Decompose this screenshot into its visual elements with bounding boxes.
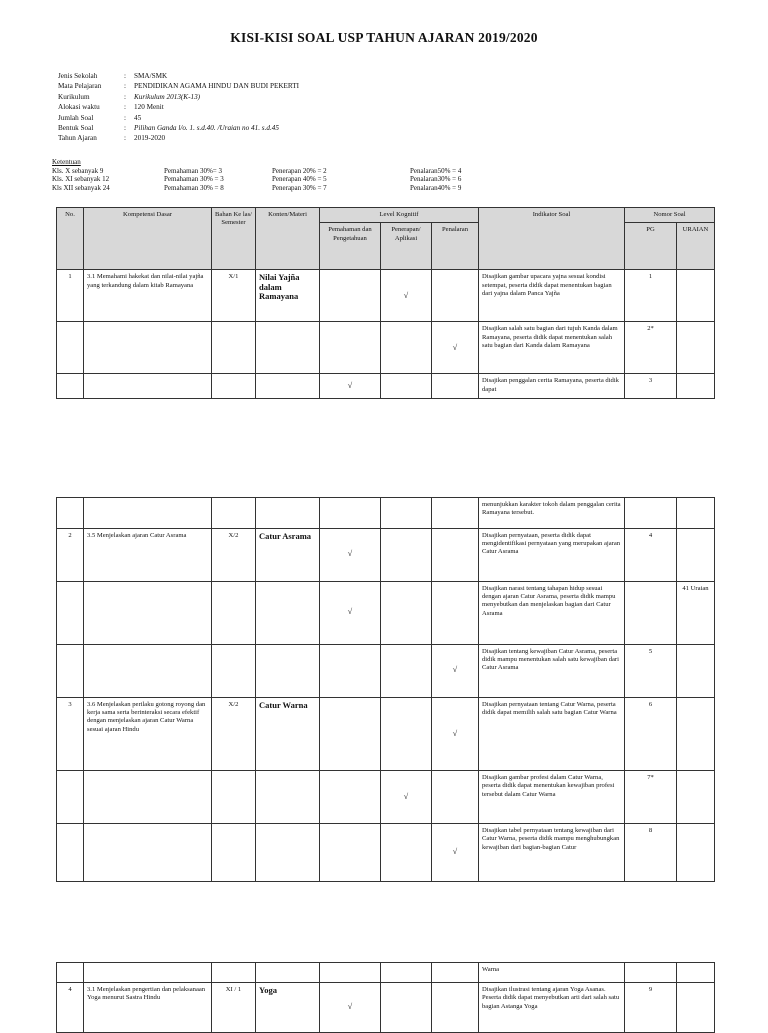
cell-level-3 (432, 498, 479, 529)
cell-nomor-pg (625, 498, 677, 529)
ketentuan-cell: Pemahaman 30% = 8 (164, 183, 224, 192)
cell-level-2 (381, 644, 432, 697)
cell-level-1 (320, 770, 381, 823)
cell-no (57, 963, 84, 983)
ketentuan-cell: Penalaran40% = 9 (410, 183, 462, 192)
table-row (57, 374, 715, 399)
cell-bahan-kelas: X/1 (212, 270, 256, 322)
header-nomor-soal: Nomor Soal (625, 208, 715, 223)
cell-kompetensi-dasar (84, 581, 212, 644)
cell-level-3 (432, 581, 479, 644)
ketentuan-cell: Penerapan 20% = 2 (272, 166, 327, 175)
header-indikator-soal: Indikator Soal (479, 208, 625, 270)
cell-bahan-kelas: X/2 (212, 528, 256, 581)
info-key: Mata Pelajaran (58, 82, 102, 91)
info-key: Jenis Sekolah (58, 72, 98, 80)
cell-bahan-kelas (212, 581, 256, 644)
cell-nomor-pg (625, 963, 677, 983)
cell-level-2 (381, 374, 432, 399)
cell-kompetensi-dasar (84, 644, 212, 697)
ketentuan-cell: Penalaran50% = 4 (410, 166, 462, 175)
table-row (57, 697, 715, 770)
cell-level-3 (432, 823, 479, 881)
cell-nomor-uraian: 41 Uraian (677, 581, 715, 644)
info-colon: : (124, 124, 126, 133)
header-penalaran: Penalaran (432, 223, 479, 270)
info-colon: : (124, 134, 126, 143)
cell-level-1 (320, 823, 381, 881)
cell-indikator-soal: Disajikan gambar upacara yajna sesuai kondisi setempat, peserta didik dapat menentukan bagian dari yajna dalam Panca Yajña (479, 270, 625, 322)
cell-nomor-pg: 3 (625, 374, 677, 399)
ketentuan-cell: Penerapan 40% = 5 (272, 175, 327, 184)
cell-no (57, 374, 84, 399)
cell-konten-materi: Nilai Yajña dalam Ramayana (256, 270, 320, 322)
table-row (57, 963, 715, 983)
info-value: PENDIDIKAN AGAMA HINDU DAN BUDI PEKERTI (134, 82, 300, 91)
cell-bahan-kelas (212, 963, 256, 983)
check-mark-icon: √ (347, 1002, 353, 1012)
header-bahan-kelas: Bahan Ke las/ Semester (212, 208, 256, 270)
kisi-table-page-2 (56, 497, 715, 882)
info-colon: : (124, 113, 126, 122)
cell-bahan-kelas (212, 322, 256, 374)
cell-kompetensi-dasar: 3.5 Menjelaskan ajaran Catur Asrama (84, 528, 212, 581)
cell-level-3 (432, 270, 479, 322)
info-value: 120 Menit (134, 103, 164, 112)
info-value: 45 (134, 113, 142, 122)
cell-level-2 (381, 581, 432, 644)
check-mark-icon: √ (452, 728, 458, 738)
ketentuan-cell: Kls XII sebanyak 24 (52, 183, 110, 192)
cell-no (57, 322, 84, 374)
cell-indikator-soal: menunjukkan karakter tokoh dalam penggalan cerita Ramayana tersebut. (479, 498, 625, 529)
cell-level-1 (320, 581, 381, 644)
cell-level-3 (432, 697, 479, 770)
cell-kompetensi-dasar: 3.6 Menjelaskan perilaku gotong royong dan kerja sama serta berinteraksi secara efektif dengan menjelaskan ajaran Catur Warna sesuai ajaran Hindu (84, 697, 212, 770)
check-mark-icon: √ (452, 342, 458, 352)
check-mark-icon: √ (347, 381, 353, 391)
table-row (57, 498, 715, 529)
cell-konten-materi: Yoga (256, 983, 320, 1033)
cell-indikator-soal: Disajikan gambar profesi dalam Catur Warna, peserta didik dapat menentukan kewajiban profesi tersebut dalam Catur Warna (479, 770, 625, 823)
cell-nomor-pg: 9 (625, 983, 677, 1033)
cell-indikator-soal: Disajikan penggalan cerita Ramayana, peserta didik dapat (479, 374, 625, 399)
cell-level-3 (432, 963, 479, 983)
cell-level-1 (320, 374, 381, 399)
cell-konten-materi (256, 374, 320, 399)
cell-level-1 (320, 697, 381, 770)
cell-konten-materi (256, 581, 320, 644)
check-mark-icon: √ (347, 549, 353, 559)
cell-level-3 (432, 322, 479, 374)
cell-no (57, 770, 84, 823)
cell-level-2 (381, 498, 432, 529)
cell-kompetensi-dasar: 3.1 Memahami hakekat dan nilai-nilai yajña yang terkandung dalam kitab Ramayana (84, 270, 212, 322)
table-row (57, 581, 715, 644)
table-row (57, 644, 715, 697)
info-key: Kurikulum (58, 92, 90, 101)
cell-konten-materi (256, 770, 320, 823)
kisi-table-page-1 (56, 207, 715, 399)
check-mark-icon: √ (347, 607, 353, 617)
header-uraian: URAIAN (677, 223, 715, 270)
info-value: SMA/SMK (134, 72, 168, 80)
info-row (58, 102, 299, 112)
ketentuan-block (52, 158, 461, 192)
cell-konten-materi: Catur Warna (256, 697, 320, 770)
cell-level-3 (432, 770, 479, 823)
cell-kompetensi-dasar (84, 963, 212, 983)
cell-kompetensi-dasar (84, 374, 212, 399)
check-mark-icon: √ (403, 791, 409, 801)
cell-nomor-uraian (677, 963, 715, 983)
info-colon: : (124, 103, 126, 112)
cell-indikator-soal: Disajikan narasi tentang tahapan hidup sesuai dengan ajaran Catur Asrama, peserta didik mampu menyebutkan dan menjelaskan bagian dari Catur Asrama (479, 581, 625, 644)
table-row (57, 270, 715, 322)
cell-level-1 (320, 322, 381, 374)
ketentuan-row (52, 167, 461, 176)
info-key: Alokasi waktu (58, 103, 100, 112)
cell-level-1 (320, 498, 381, 529)
cell-level-2 (381, 697, 432, 770)
cell-konten-materi (256, 322, 320, 374)
header-pemahaman: Pemahaman dan Pengetahuan (320, 223, 381, 270)
cell-konten-materi: Catur Asrama (256, 528, 320, 581)
cell-no: 1 (57, 270, 84, 322)
cell-level-3 (432, 983, 479, 1033)
cell-kompetensi-dasar (84, 823, 212, 881)
cell-bahan-kelas (212, 644, 256, 697)
cell-bahan-kelas (212, 770, 256, 823)
ketentuan-cell: Pemahaman 30%= 3 (164, 166, 222, 175)
info-colon: : (124, 92, 126, 101)
ketentuan-row (52, 175, 461, 184)
cell-nomor-pg: 6 (625, 697, 677, 770)
ketentuan-cell: Pemahaman 30% = 3 (164, 175, 224, 184)
cell-level-1 (320, 983, 381, 1033)
cell-indikator-soal: Disajikan salah satu bagian dari tujuh Kanda dalam Ramayana, peserta didik dapat menentukan salah satu bagian dari Kanda dalam Ramayana (479, 322, 625, 374)
header-pg: PG (625, 223, 677, 270)
info-value: 2019-2020 (134, 134, 166, 143)
cell-level-1 (320, 963, 381, 983)
cell-nomor-uraian (677, 697, 715, 770)
header-level-kognitif: Level Kognitif (320, 208, 479, 223)
check-mark-icon: √ (403, 290, 409, 300)
cell-nomor-pg: 5 (625, 644, 677, 697)
cell-level-1 (320, 644, 381, 697)
info-row (58, 71, 299, 81)
info-key: Tahun Ajaran (58, 134, 97, 143)
ketentuan-cell: Penalaran30% = 6 (410, 175, 462, 184)
cell-indikator-soal: Disajikan pernyataan tentang Catur Warna, peserta didik dapat memilih salah satu bagian Catur Warna (479, 697, 625, 770)
header-no: No. (57, 208, 84, 270)
cell-indikator-soal: Disajikan ilustrasi tentang ajaran Yoga Asanas. Peserta didik dapat menyebutkan arti dari salah satu bagian Astanga Yoga (479, 983, 625, 1033)
cell-konten-materi (256, 498, 320, 529)
info-row (58, 113, 299, 123)
cell-nomor-uraian (677, 823, 715, 881)
cell-nomor-pg: 4 (625, 528, 677, 581)
table-row (57, 528, 715, 581)
info-colon: : (124, 82, 126, 91)
cell-nomor-uraian (677, 498, 715, 529)
header-kompetensi-dasar: Kompetensi Dasar (84, 208, 212, 270)
cell-bahan-kelas: XI / 1 (212, 983, 256, 1033)
cell-indikator-soal: Disajikan tabel pernyataan tentang kewajiban dari Catur Warna, peserta didik mampu menghubungkan kewajiban dari bagian-bagian Catur (479, 823, 625, 881)
cell-level-2 (381, 270, 432, 322)
cell-level-1 (320, 528, 381, 581)
cell-nomor-pg: 2* (625, 322, 677, 374)
info-row (58, 123, 299, 133)
cell-level-2 (381, 528, 432, 581)
cell-nomor-pg: 1 (625, 270, 677, 322)
info-key: Jumlah Soal (58, 113, 94, 122)
ketentuan-cell: Kls. X sebanyak 9 (52, 166, 104, 175)
cell-bahan-kelas: X/2 (212, 697, 256, 770)
info-key: Bentuk Soal (58, 124, 94, 133)
header-konten-materi: Konten/Materi (256, 208, 320, 270)
cell-kompetensi-dasar (84, 322, 212, 374)
cell-nomor-pg: 8 (625, 823, 677, 881)
cell-nomor-uraian (677, 374, 715, 399)
cell-nomor-pg (625, 581, 677, 644)
info-row (58, 133, 299, 143)
cell-nomor-uraian (677, 322, 715, 374)
cell-no (57, 581, 84, 644)
cell-bahan-kelas (212, 374, 256, 399)
cell-kompetensi-dasar (84, 498, 212, 529)
cell-no (57, 498, 84, 529)
cell-nomor-uraian (677, 770, 715, 823)
ketentuan-cell: Kls. XI sebanyak 12 (52, 175, 110, 184)
cell-level-3 (432, 528, 479, 581)
info-row (58, 81, 299, 91)
info-value: Pilihan Ganda l/o. 1. s.d.40. /Uraian no 41. s.d.45 (134, 124, 279, 133)
table-row (57, 823, 715, 881)
ketentuan-row (52, 184, 461, 193)
cell-kompetensi-dasar (84, 770, 212, 823)
table-row (57, 770, 715, 823)
document-title: KISI-KISI SOAL USP TAHUN AJARAN 2019/2020 (230, 30, 538, 45)
cell-konten-materi (256, 644, 320, 697)
cell-no: 2 (57, 528, 84, 581)
cell-nomor-pg: 7* (625, 770, 677, 823)
cell-kompetensi-dasar: 3.1 Menjelaskan pengertian dan pelaksanaan Yoga menurut Sastra Hindu (84, 983, 212, 1033)
cell-indikator-soal: Disajikan pernyataan, peserta didik dapat mengidentifikasi pernyataan yang merupakan ajaran Catur Asrama (479, 528, 625, 581)
cell-no (57, 823, 84, 881)
cell-bahan-kelas (212, 498, 256, 529)
cell-indikator-soal: Disajikan tentang kewajiban Catur Asrama, peserta didik mampu menentukan salah satu kewajiban dari Catur Asrama (479, 644, 625, 697)
kisi-table-page-3 (56, 962, 715, 1033)
cell-level-2 (381, 983, 432, 1033)
header-penerapan: Penerapan/ Aplikasi (381, 223, 432, 270)
cell-level-3 (432, 374, 479, 399)
cell-nomor-uraian (677, 528, 715, 581)
cell-nomor-uraian (677, 644, 715, 697)
cell-level-2 (381, 823, 432, 881)
cell-level-2 (381, 963, 432, 983)
check-mark-icon: √ (452, 847, 458, 857)
ketentuan-heading: Ketentuan (52, 158, 81, 166)
cell-konten-materi (256, 823, 320, 881)
cell-bahan-kelas (212, 823, 256, 881)
info-colon: : (124, 72, 126, 80)
info-value: Kurikulum 2013(K-13) (134, 92, 201, 101)
cell-level-1 (320, 270, 381, 322)
table-row (57, 322, 715, 374)
cell-konten-materi (256, 963, 320, 983)
info-row (58, 92, 299, 102)
cell-nomor-uraian (677, 983, 715, 1033)
check-mark-icon: √ (452, 665, 458, 675)
ketentuan-cell: Penerapan 30% = 7 (272, 183, 327, 192)
cell-level-3 (432, 644, 479, 697)
cell-level-2 (381, 322, 432, 374)
cell-level-2 (381, 770, 432, 823)
cell-indikator-soal: Warna (479, 963, 625, 983)
cell-no: 4 (57, 983, 84, 1033)
table-row (57, 983, 715, 1033)
document-info-block (58, 71, 299, 144)
cell-nomor-uraian (677, 270, 715, 322)
cell-no (57, 644, 84, 697)
cell-no: 3 (57, 697, 84, 770)
